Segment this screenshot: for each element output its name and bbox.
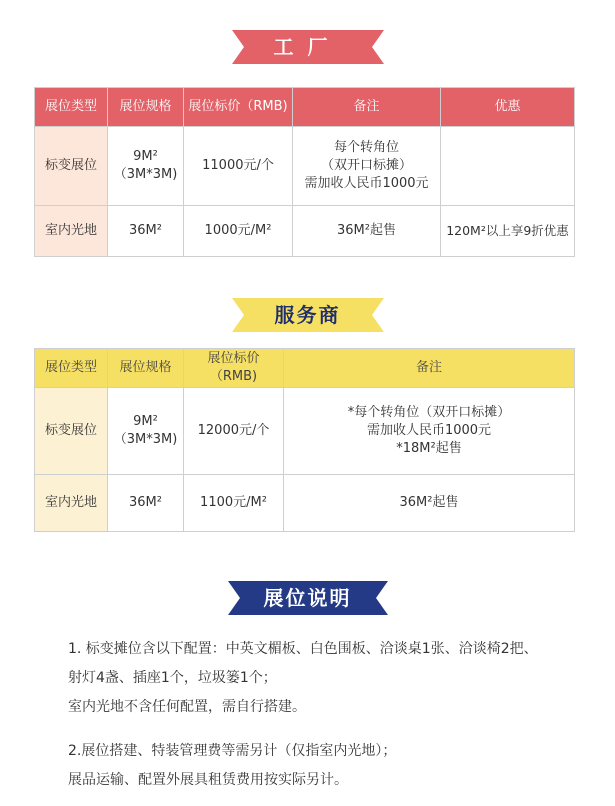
booth-type: 标变展位 [35,127,108,206]
header-cell: 展位规格 [108,349,184,388]
header-cell: 展位类型 [35,88,108,127]
table-row [35,475,575,532]
service-table [34,348,575,532]
factory-banner [232,30,384,64]
spec-line: 9M² [133,149,158,164]
header-cell: 展位类型 [35,349,108,388]
note-line: 需加收人民币1000元 [366,423,492,438]
note-line: （双开口标摊） [320,158,412,173]
note-line: 需加收人民币1000元 [304,176,429,191]
booth-spec [108,388,184,475]
note-line: 每个转角位 [333,140,399,155]
booth-price: 11000元/个 [184,127,293,206]
table-row [35,206,575,257]
booth-note [293,127,441,206]
booth-type: 室内光地 [35,475,108,532]
note-line: *每个转角位（双开口标摊） [347,405,511,420]
table-row [35,388,575,475]
booth-spec: 36M² [108,475,184,532]
explain-line: 射灯4盏、插座1个，垃圾篓1个； [68,670,277,686]
factory-table [34,87,575,257]
booth-discount: 120M²以上享9折优惠 [441,206,575,257]
booth-discount [441,127,575,206]
note-line: *18M²起售 [396,441,462,456]
header-cell: 展位标价（RMB) [184,88,293,127]
explain-title: 展位说明 [263,586,352,610]
table-header-row [35,88,575,127]
table-header-row [35,349,575,388]
explain-block-2 [68,737,588,795]
booth-spec [108,127,184,206]
header-cell: 优惠 [441,88,575,127]
spec-line: （3M*3M) [113,167,178,182]
booth-type: 室内光地 [35,206,108,257]
explain-block-1 [68,635,588,722]
booth-spec: 36M² [108,206,184,257]
table-row [35,127,575,206]
spec-line: 9M² [133,414,158,429]
booth-price: 12000元/个 [184,388,284,475]
booth-note: 36M²起售 [284,475,575,532]
header-cell: 展位规格 [108,88,184,127]
service-banner [232,298,384,332]
factory-title: 工厂 [273,35,342,59]
service-title: 服务商 [274,303,341,327]
booth-price: 1100元/M² [184,475,284,532]
explain-banner [228,581,388,615]
explain-line: 1. 标变摊位含以下配置：中英文楣板、白色围板、洽谈桌1张、洽谈椅2把、 [68,641,538,657]
booth-note [284,388,575,475]
booth-type: 标变展位 [35,388,108,475]
explain-line: 展品运输、配置外展具租赁费用按实际另计。 [68,772,348,788]
header-cell: 展位标价（RMB) [184,349,284,388]
explain-line: 2.展位搭建、特装管理费等需另计（仅指室内光地）； [68,743,397,759]
spec-line: （3M*3M) [113,432,178,447]
header-cell: 备注 [284,349,575,388]
header-cell: 备注 [293,88,441,127]
explain-line: 室内光地不含任何配置，需自行搭建。 [68,699,306,715]
booth-price: 1000元/M² [184,206,293,257]
booth-note: 36M²起售 [293,206,441,257]
